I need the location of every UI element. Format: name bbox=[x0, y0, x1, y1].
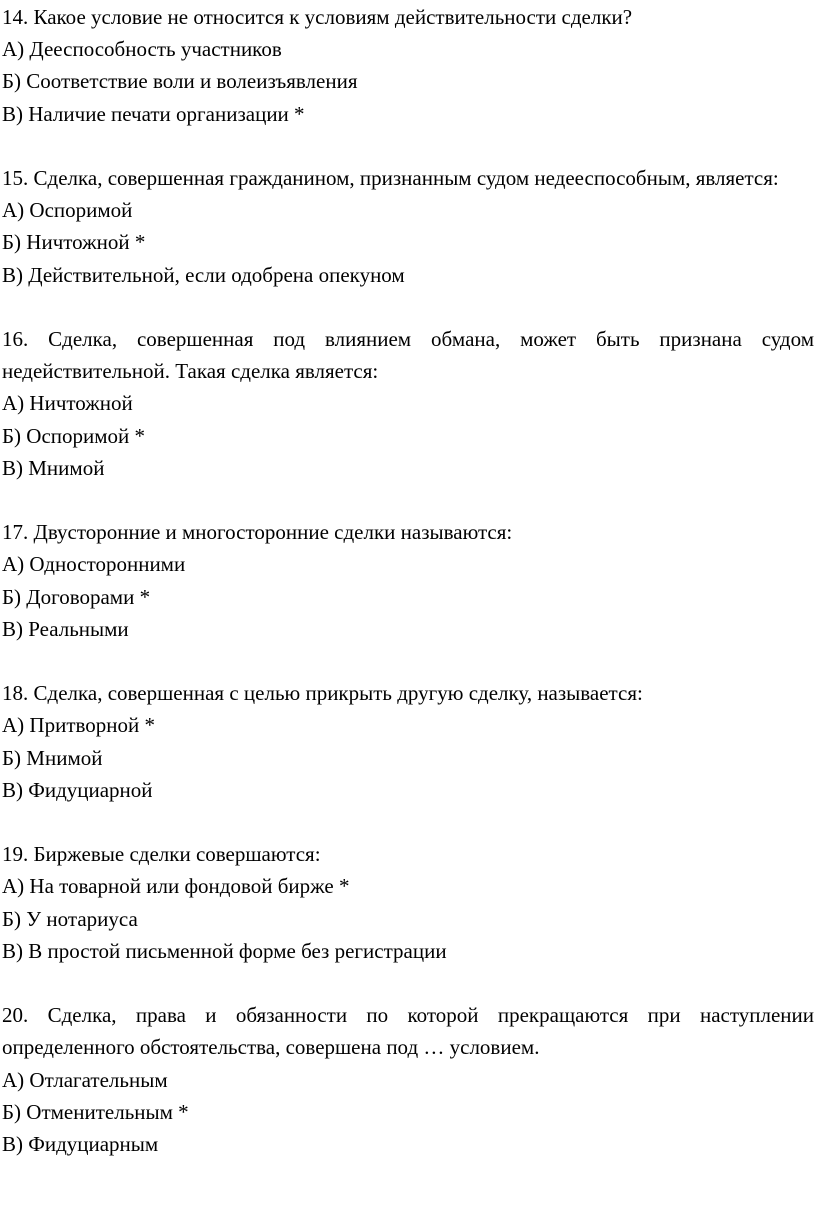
question-text: 17. Двусторонние и многосторонние сделки называются: bbox=[2, 520, 513, 545]
answer-option-a: А) Односторонними bbox=[2, 552, 186, 577]
question-20 bbox=[2, 999, 814, 1160]
answer-option-b: Б) Оспоримой * bbox=[2, 423, 146, 448]
question-15 bbox=[2, 162, 814, 291]
answer-option-a: А) Притворной * bbox=[2, 713, 155, 738]
question-text: 18. Сделка, совершенная с целью прикрыть другую сделку, называется: bbox=[2, 681, 643, 706]
question-text: 19. Биржевые сделки совершаются: bbox=[2, 842, 321, 867]
question-text: 20. Сделка, права и обязанности по которой прекращаются при наступлении определенного обстоятельства, совершена под … условием. bbox=[2, 1003, 814, 1060]
answer-option-c: В) Фидуциарным bbox=[2, 1132, 159, 1157]
question-17 bbox=[2, 516, 814, 645]
answer-option-a: А) Отлагательным bbox=[2, 1067, 168, 1092]
answer-option-a: А) На товарной или фондовой бирже * bbox=[2, 874, 350, 899]
answer-option-b: Б) Соответствие воли и волеизъявления bbox=[2, 69, 358, 94]
answer-option-c: В) Реальными bbox=[2, 616, 129, 641]
answer-option-b: Б) Отменительным * bbox=[2, 1099, 189, 1124]
question-19 bbox=[2, 838, 814, 967]
answer-option-b: Б) Мнимой bbox=[2, 745, 103, 770]
question-text: 16. Сделка, совершенная под влиянием обмана, может быть признана судом недействительной. Такая сделка является: bbox=[2, 327, 814, 384]
answer-option-a: А) Ничтожной bbox=[2, 391, 133, 416]
answer-option-c: В) Наличие печати организации * bbox=[2, 101, 305, 126]
answer-option-c: В) Мнимой bbox=[2, 455, 105, 480]
answer-option-c: В) Действительной, если одобрена опекуном bbox=[2, 262, 405, 287]
question-16 bbox=[2, 323, 814, 484]
answer-option-b: Б) Ничтожной * bbox=[2, 230, 146, 255]
answer-option-b: Б) У нотариуса bbox=[2, 906, 138, 931]
answer-option-c: В) В простой письменной форме без регистрации bbox=[2, 938, 447, 963]
answer-option-a: А) Оспоримой bbox=[2, 198, 133, 223]
question-text: 15. Сделка, совершенная гражданином, признанным судом недееспособным, является: bbox=[2, 166, 779, 190]
question-14 bbox=[2, 1, 814, 130]
answer-option-c: В) Фидуциарной bbox=[2, 777, 153, 802]
answer-option-a: А) Дееспособность участников bbox=[2, 37, 282, 62]
question-18 bbox=[2, 677, 814, 806]
question-text: 14. Какое условие не относится к условиям действительности сделки? bbox=[2, 5, 633, 29]
answer-option-b: Б) Договорами * bbox=[2, 584, 151, 609]
